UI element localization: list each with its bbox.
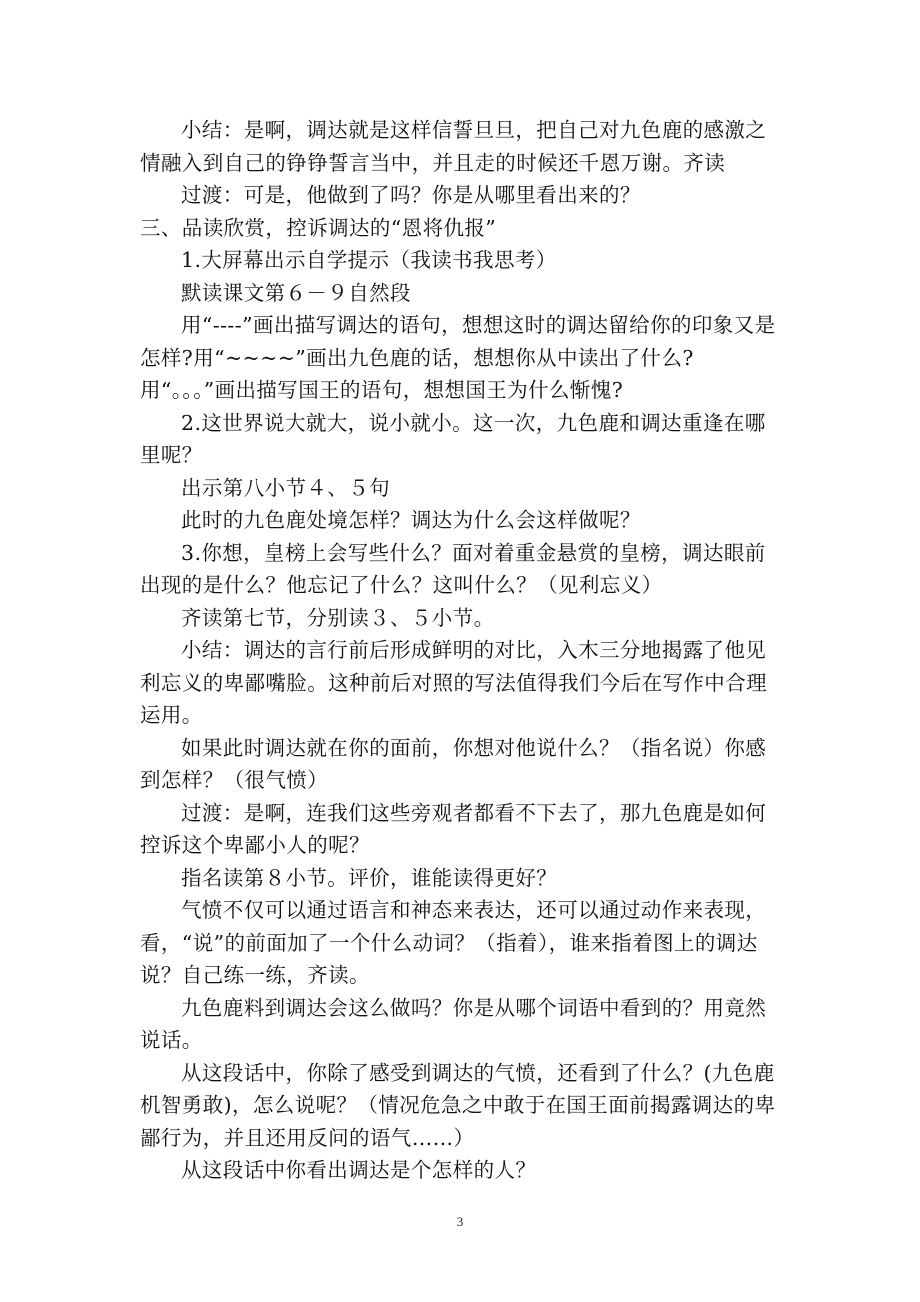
paragraph-deer-brave: 从这段话中，你除了感受到调达的气愤，还看到了什么？(九色鹿机智勇敢)，怎么说呢？（情况危急之中敢于在国王面前揭露调达的卑鄙行为，并且还用反问的语气……）: [140, 1060, 776, 1150]
paragraph-if-diaoda-here: 如果此时调达就在你的面前，你想对他说什么？（指名说）你感到怎样？（很气愤）: [140, 735, 767, 792]
paragraph-step-2: 2.这世界说大就大，说小就小。这一次，九色鹿和调达重逢在哪里呢？: [140, 410, 766, 467]
paragraph-deer-situation: 此时的九色鹿处境怎样？调达为什么会这样做呢？: [181, 508, 641, 532]
paragraph-silent-reading: 默读课文第６－９自然段: [181, 280, 411, 305]
paragraph-read-section-8: 指名读第８小节。评价，谁能读得更好？: [181, 865, 558, 890]
paragraph-step-1: 1.大屏幕出示自学提示（我读书我思考）: [181, 248, 557, 272]
paragraph-anger-expression: 气愤不仅可以通过语言和神态来表达，还可以通过动作来表现，看，“说”的前面加了一个什么动词？（指着），谁来指着图上的调达说？自己练一练，齐读。: [140, 898, 767, 987]
paragraph-read-section-7: 齐读第七节，分别读３、５小节。: [181, 605, 495, 630]
paragraph-what-person: 从这段话中你看出调达是个怎样的人？: [181, 1158, 537, 1182]
document-body: [140, 114, 780, 1187]
paragraph-deer-expectation: 九色鹿料到调达会这么做吗？你是从哪个词语中看到的？用竟然说话。: [140, 995, 767, 1052]
page-number: 3: [456, 1214, 464, 1229]
paragraph-step-3: 3.你想，皇榜上会写些什么？面对着重金悬赏的皇榜，调达眼前出现的是什么？他忘记了什么？这叫什么？（见利忘义）: [140, 540, 766, 597]
paragraph-summary-2: 小结：调达的言行前后形成鲜明的对比，入木三分地揭露了他见利忘义的卑鄙嘴脸。这种前后对照的写法值得我们今后在写作中合理运用。: [140, 638, 767, 727]
paragraph-marking-instructions: 用“----”画出描写调达的语句，想想这时的调达留给你的印象又是怎样?用“~~~~”画出九色鹿的话，想想你从中读出了什么?用“。。。”画出描写国王的语句，想想国王为什么惭愧?: [140, 313, 776, 402]
paragraph-show-section-8: 出示第八小节４、５句: [181, 475, 390, 500]
paragraph-transition-2: 过渡：是啊，连我们这些旁观者都看不下去了，那九色鹿是如何控诉这个卑鄙小人的呢？: [140, 800, 767, 857]
paragraph-transition-1: 过渡：可是，他做到了吗？你是从哪里看出来的？: [181, 183, 641, 207]
section-heading-three: 三、品读欣赏，控诉调达的“恩将仇报”: [140, 215, 497, 240]
paragraph-summary-1: 小结：是啊，调达就是这样信誓旦旦，把自己对九色鹿的感激之情融入到自己的铮铮誓言当中，并且走的时候还千恩万谢。齐读: [140, 118, 767, 175]
